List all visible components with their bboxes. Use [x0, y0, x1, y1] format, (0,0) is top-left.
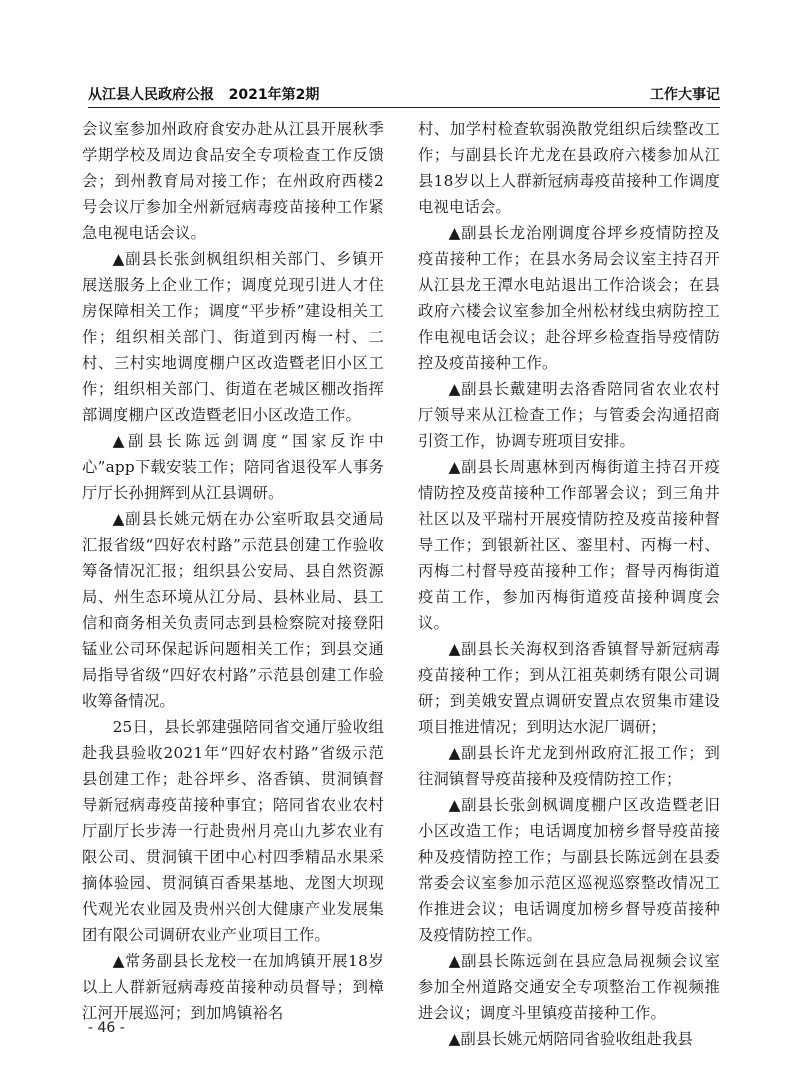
paragraph: ▲副县长姚元炳在办公室听取县交通局汇报省级“四好农村路”示范县创建工作验收筹备情况汇报；组织县公安局、县自然资源局、州生态环境从江分局、县林业局、县工信和商务相关负责同志到县检察院对接登阳锰业公司环保起诉问题相关工作；到县交通局指导省级“四好农村路”示范县创建工作验收筹备情况。 [82, 510, 384, 710]
journal-name: 从江县人民政府公报 [88, 87, 214, 103]
page-header [88, 82, 720, 104]
paragraph: ▲副县长陈远剑在县应急局视频会议室参加全州道路交通安全专项整治工作视频推进会议；调度斗里镇疫苗接种工作。 [418, 952, 720, 1022]
paragraph: ▲副县长周惠林到丙梅街道主持召开疫情防控及疫苗接种工作部署会议；到三角井社区以及平瑞村开展疫情防控及疫苗接种督导工作；到银新社区、銮里村、丙梅一村、丙梅二村督导疫苗接种工作；督导丙梅街道疫苗工作，参加丙梅街道疫苗接种调度会议。 [418, 458, 720, 632]
left-column [82, 116, 384, 1026]
paragraph: ▲副县长戴建明去洛香陪同省农业农村厅领导来从江检查工作；与管委会沟通招商引资工作，协调专班项目安排。 [418, 380, 720, 450]
paragraph: ▲常务副县长龙校一在加鸠镇开展18岁以上人群新冠病毒疫苗接种动员督导；到樟江河开展巡河；到加鸠镇裕名 [82, 952, 384, 1022]
paragraph: ▲副县长许尤龙到州政府汇报工作；到往洞镇督导疫苗接种及疫情防控工作； [418, 744, 720, 788]
paragraph: 25日，县长郭建强陪同省交通厅验收组赴我县验收2021年“四好农村路”省级示范县创建工作；赴谷坪乡、洛香镇、贯洞镇督导新冠病毒疫苗接种事宜；陪同省农业农村厅副厅长步涛一行赴贵州月亮山九芗农业有限公司、贯洞镇干团中心村四季精品水果采摘体验园、贯洞镇百香果基地、龙图大坝现代观光农业园及贵州兴创大健康产业发展集团有限公司调研农业产业项目工作。 [82, 718, 384, 944]
paragraph: ▲副县长龙治刚调度谷坪乡疫情防控及疫苗接种工作；在县水务局会议室主持召开从江县龙王潭水电站退出工作洽谈会；在县政府六楼会议室参加全州松材线虫病防控工作电视电话会议；赴谷坪乡检查指导疫情防控及疫苗接种工作。 [418, 224, 720, 372]
paragraph: 会议室参加州政府食安办赴从江县开展秋季学期学校及周边食品安全专项检查工作反馈会；到州教育局对接工作；在州政府西楼2号会议厅参加全州新冠病毒疫苗接种工作紧急电视电话会议。 [82, 120, 384, 242]
paragraph: ▲副县长关海权到洛香镇督导新冠病毒疫苗接种工作；到从江祖英刺绣有限公司调研；到美娥安置点调研安置点农贸集市建设项目推进情况；到明达水泥厂调研； [418, 640, 720, 736]
page-number: - 46 - [88, 1020, 125, 1036]
paragraph: ▲副县长张剑枫调度棚户区改造暨老旧小区改造工作；电话调度加榜乡督导疫苗接种及疫情防控工作；与副县长陈远剑在县委常委会议室参加示范区巡视巡察整改情况工作推进会议；电话调度加榜乡督导疫苗接种及疫情防控工作。 [418, 796, 720, 944]
right-column [418, 116, 720, 1052]
section-title: 工作大事记 [650, 87, 720, 103]
paragraph: ▲副县长姚元炳陪同省验收组赴我县 [448, 1030, 694, 1048]
paragraph: ▲副县长陈远剑调度“国家反诈中心”app下载安装工作；陪同省退役军人事务厅厅长孙拥辉到从江县调研。 [82, 432, 384, 502]
header-divider [88, 107, 720, 108]
issue-label: 2021年第2期 [228, 87, 320, 103]
journal-title [88, 84, 319, 104]
paragraph: ▲副县长张剑枫组织相关部门、乡镇开展送服务上企业工作；调度兑现引进人才住房保障相关工作；调度“平步桥”建设相关工作；组织相关部门、街道到丙梅一村、二村、三村实地调度棚户区改造暨老旧小区工作；组织相关部门、街道在老城区棚改指挥部调度棚户区改造暨老旧小区改造工作。 [82, 250, 384, 424]
paragraph: 村、加学村检查软弱涣散党组织后续整改工作；与副县长许尤龙在县政府六楼参加从江县18岁以上人群新冠病毒疫苗接种工作调度电视电话会。 [418, 120, 720, 216]
